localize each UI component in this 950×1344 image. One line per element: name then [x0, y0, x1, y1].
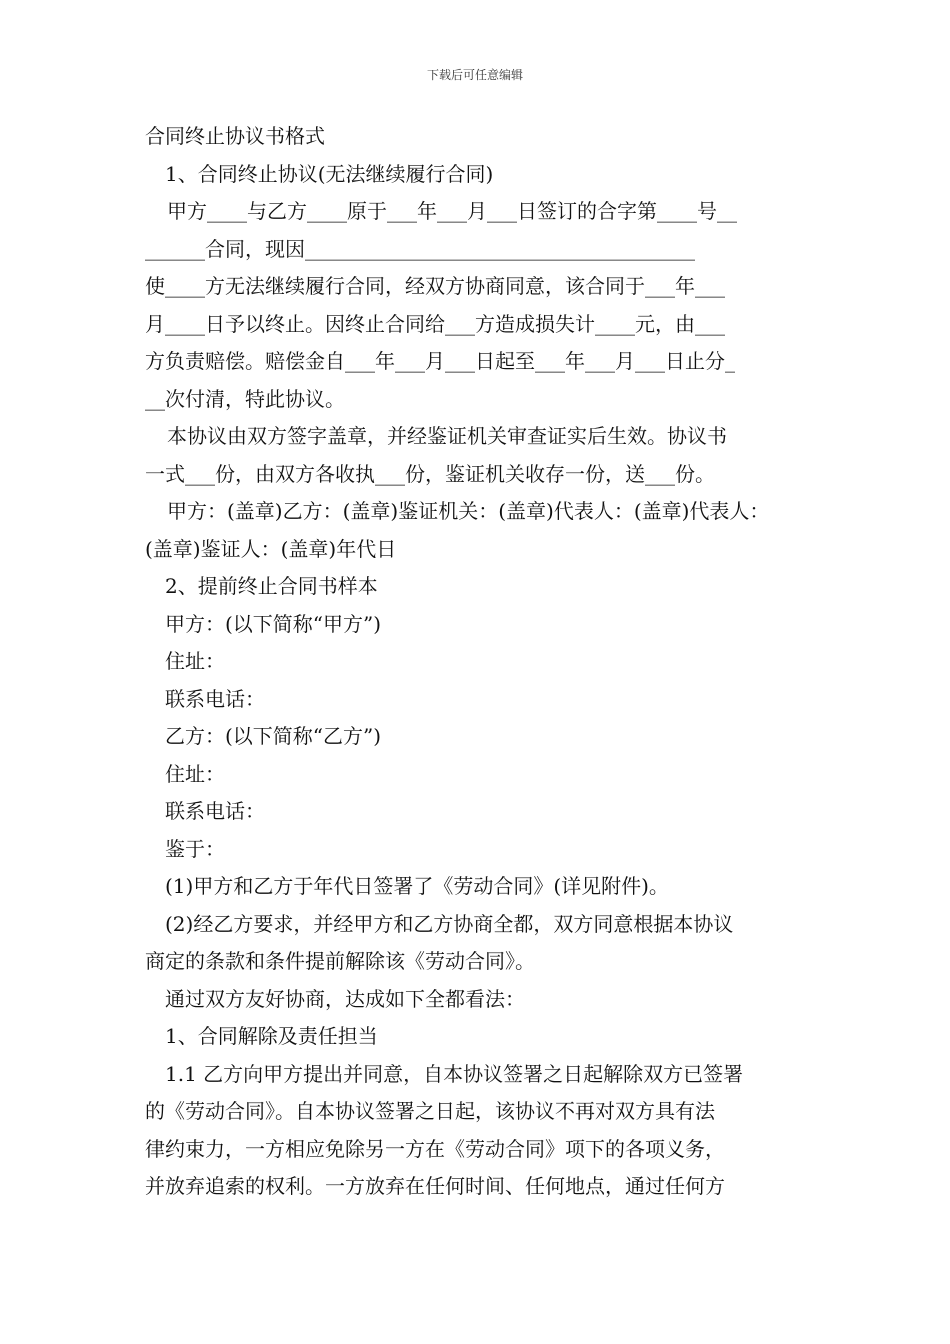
- paragraph-line: (1)甲方和乙方于年代日签署了《劳动合同》(详见附件)。: [165, 874, 669, 898]
- section-heading: 1、合同解除及责任担当: [165, 1024, 378, 1048]
- document-body: [145, 118, 810, 1206]
- page-header: 下载后可任意编辑: [426, 68, 523, 82]
- party-a-line: 甲方：(以下简称“甲方”): [165, 611, 382, 636]
- paragraph-line: 通过双方友好协商，达成如下全都看法：: [165, 986, 525, 1011]
- paragraph-line: 1.1 乙方向甲方提出并同意，自本协议签署之日起解除双方已签署: [165, 1061, 744, 1086]
- paragraph-line: 方负责赔偿。赔偿金自___年___月___日起至___年___月___日止分_: [145, 349, 735, 373]
- section-heading: 1、合同终止协议(无法继续履行合同): [165, 161, 494, 186]
- paragraph-line: 使____方无法继续履行合同，经双方协商同意，该合同于___年___: [145, 274, 725, 298]
- paragraph-line: 月____日予以终止。因终止合同给___方造成损失计____元，由___: [145, 311, 725, 336]
- address-line: 住址：: [165, 649, 225, 673]
- section-heading: 2、提前终止合同书样本: [165, 574, 378, 598]
- paragraph-line: 商定的条款和条件提前解除该《劳动合同》。: [145, 949, 535, 973]
- paragraph-line: (2)经乙方要求，并经甲方和乙方协商全都，双方同意根据本协议: [165, 911, 734, 936]
- paragraph-line: 的《劳动合同》。自本协议签署之日起，该协议不再对双方具有法: [145, 1099, 715, 1123]
- paragraph-line: 甲方____与乙方____原于___年___月___日签订的合字第____号__: [167, 199, 737, 223]
- signature-line: 甲方：(盖章)乙方：(盖章)鉴证机关：(盖章)代表人：(盖章)代表人：: [167, 499, 770, 523]
- paragraph-line: 本协议由双方签字盖章，并经鉴证机关审查证实后生效。协议书: [167, 424, 727, 448]
- whereas-line: 鉴于：: [165, 836, 225, 861]
- address-line: 住址：: [165, 761, 225, 786]
- phone-line: 联系电话：: [165, 686, 265, 711]
- paragraph-line: 律约束力，一方相应免除另一方在《劳动合同》项下的各项义务，: [145, 1136, 725, 1161]
- paragraph-line: ______合同，现因_______________________________________: [145, 236, 695, 261]
- paragraph-line: 并放弃追索的权利。一方放弃在任何时间、任何地点，通过任何方: [145, 1174, 725, 1198]
- paragraph-line: __次付清，特此协议。: [145, 386, 345, 411]
- document-title: 合同终止协议书格式: [145, 124, 325, 148]
- party-b-line: 乙方：(以下简称“乙方”): [165, 724, 382, 748]
- phone-line: 联系电话：: [165, 799, 265, 823]
- signature-line: (盖章)鉴证人：(盖章)年代日: [145, 536, 397, 561]
- paragraph-line: 一式___份，由双方各收执___份，鉴证机关收存一份，送___份。: [145, 461, 715, 486]
